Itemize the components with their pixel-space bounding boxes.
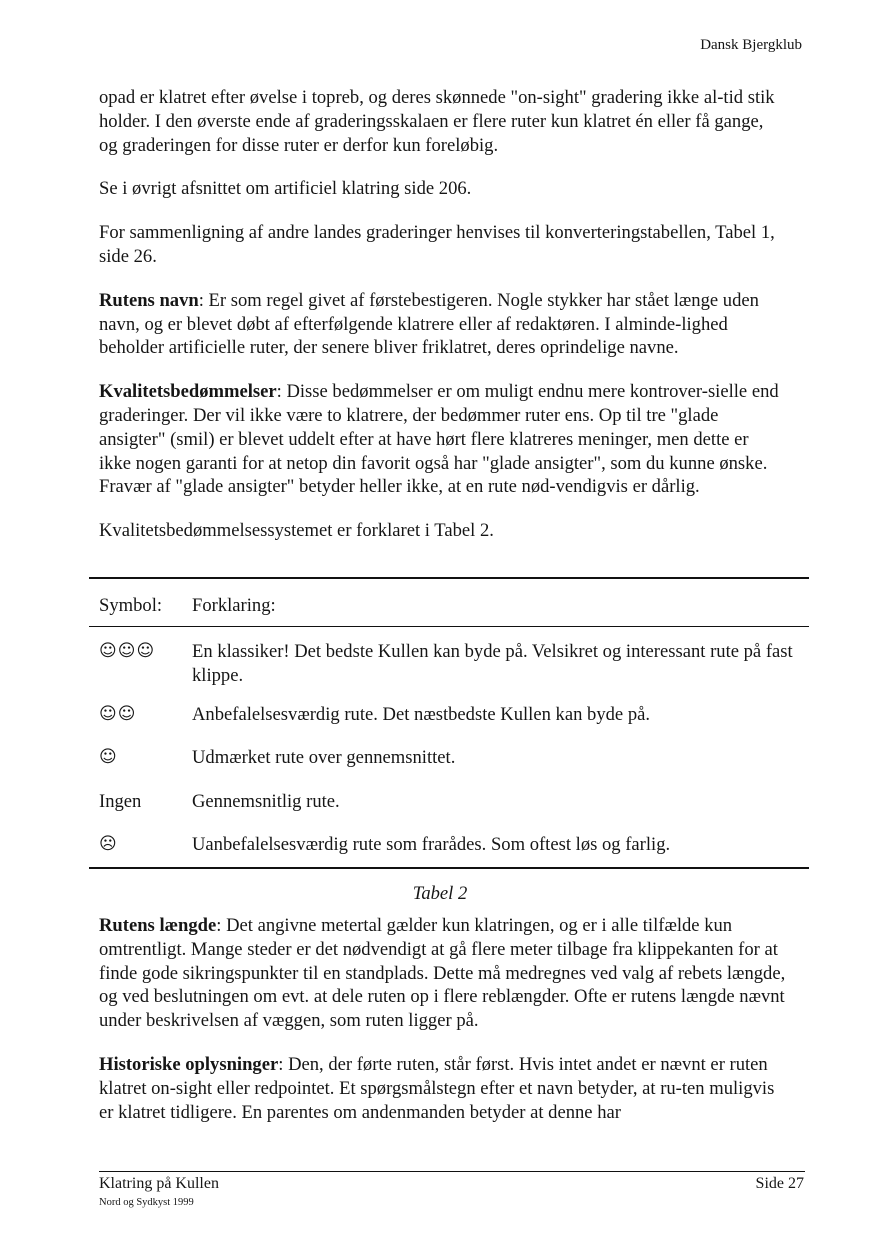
- table-row: [89, 790, 809, 833]
- paragraph-history: [99, 1053, 789, 1124]
- running-header: Dansk Bjergklub: [700, 37, 802, 53]
- paragraph-route-length: [99, 914, 789, 1033]
- paragraph: opad er klatret efter øvelse i topreb, og deres skønnede "on-sight" gradering ikke al-tid stik holder. I den øverste ende af graderingsskalaen er flere ruter kun klatret én eller få gange, og graderingen for disse ruter er derfor kun foreløbig.: [99, 87, 775, 156]
- term-label: Rutens navn: [99, 289, 199, 311]
- row-text: Gennemsnitlig rute.: [192, 791, 340, 812]
- header-symbol: Symbol:: [99, 595, 163, 616]
- table-header: [89, 579, 809, 626]
- page-number: Side 27: [755, 1175, 804, 1192]
- row-text: En klassiker! Det bedste Kullen kan byde på. Velsikret og interessant rute på fast klippe.: [192, 641, 793, 686]
- paragraph: Kvalitetsbedømmelsessystemet er forklaret i Tabel 2.: [99, 520, 494, 542]
- smiley-icon: ☺☺☺: [99, 641, 156, 661]
- paragraph: Se i øvrigt afsnittet om artificiel klatring side 206.: [99, 178, 472, 200]
- row-text: Uanbefalelsesværdig rute som frarådes. Som oftest løs og farlig.: [192, 834, 671, 855]
- table-row: [89, 746, 809, 790]
- term-text: : Det angivne metertal gælder kun klatringen, og er i alle tilfælde kun omtrentligt. Mange steder er det nødvendigt at gå flere meter tilbage fra klippekanten for at finde gode sikringspunkter til en standplads. Dette må medregnes ved valg af rebets længde, og ved beslutningen om evt. at dele ruten op i flere reblængder. Ofte er rutens længde nævnt under beskrivelsen af væggen, som ruten ligger på.: [99, 915, 786, 1032]
- table-caption: Tabel 2: [412, 883, 468, 904]
- term-label: Rutens længde: [99, 915, 217, 936]
- smiley-icon: ☺: [99, 747, 118, 767]
- paragraph-quality: [99, 380, 783, 499]
- table-row: [89, 833, 809, 867]
- header-explanation: Forklaring:: [192, 595, 276, 616]
- frown-icon: ☹: [99, 834, 118, 854]
- footer-rule: [99, 1171, 805, 1172]
- term-text: : Er som regel givet af førstebestigeren. Nogle stykker har stået længe uden navn, og er blevet døbt af efterfølgende klatrere eller af redaktøren. I alminde-lighed beholder artificielle ruter, der senere bliver friklatret, deres oprindelige navne.: [99, 289, 759, 359]
- row-text: Anbefalelsesværdig rute. Det næstbedste Kullen kan byde på.: [192, 704, 651, 725]
- paragraph-route-name: [99, 289, 783, 360]
- body-text: [99, 86, 783, 563]
- paragraph: For sammenligning af andre landes graderinger henvises til konverteringstabellen, Tabel 1, side 26.: [99, 222, 775, 267]
- term-text: : Den, der førte ruten, står først. Hvis intet andet er nævnt er ruten klatret on-sight eller redpointet. Et spørgsmålstegn efter et navn betyder, at ru-ten muligvis er klatret tidligere. En parentes om andenmanden betyder at denne har: [99, 1053, 775, 1123]
- table-row: [89, 703, 809, 746]
- term-label: Historiske oplysninger: [99, 1053, 279, 1075]
- footer-title: Klatring på Kullen: [99, 1175, 219, 1192]
- table-bottom-rule: [89, 867, 809, 869]
- footer-subtitle: Nord og Sydkyst 1999: [99, 1197, 194, 1208]
- quality-table: [89, 577, 809, 869]
- symbol-text: Ingen: [99, 791, 142, 812]
- smiley-icon: ☺☺: [99, 704, 137, 724]
- body-text-continued: [99, 914, 789, 1144]
- row-text: Udmærket rute over gennemsnittet.: [192, 747, 456, 768]
- table-row: [89, 640, 809, 703]
- term-text: : Disse bedømmelser er om muligt endnu mere kontrover-sielle end graderinger. Der vil ikke være to klatrere, der bedømmer ruter ens. Op til tre "glade ansigter" (smil) er blevet uddelt efter at have hørt flere klatreres meninger, men dette er ikke nogen garanti for at netop din favorit også har "glade ansigter", som du kunne ønske. Fravær af "glade ansigter" betyder heller ikke, at en rute nød-vendigvis er dårlig.: [99, 381, 779, 498]
- term-label: Kvalitetsbedømmelser: [99, 381, 277, 403]
